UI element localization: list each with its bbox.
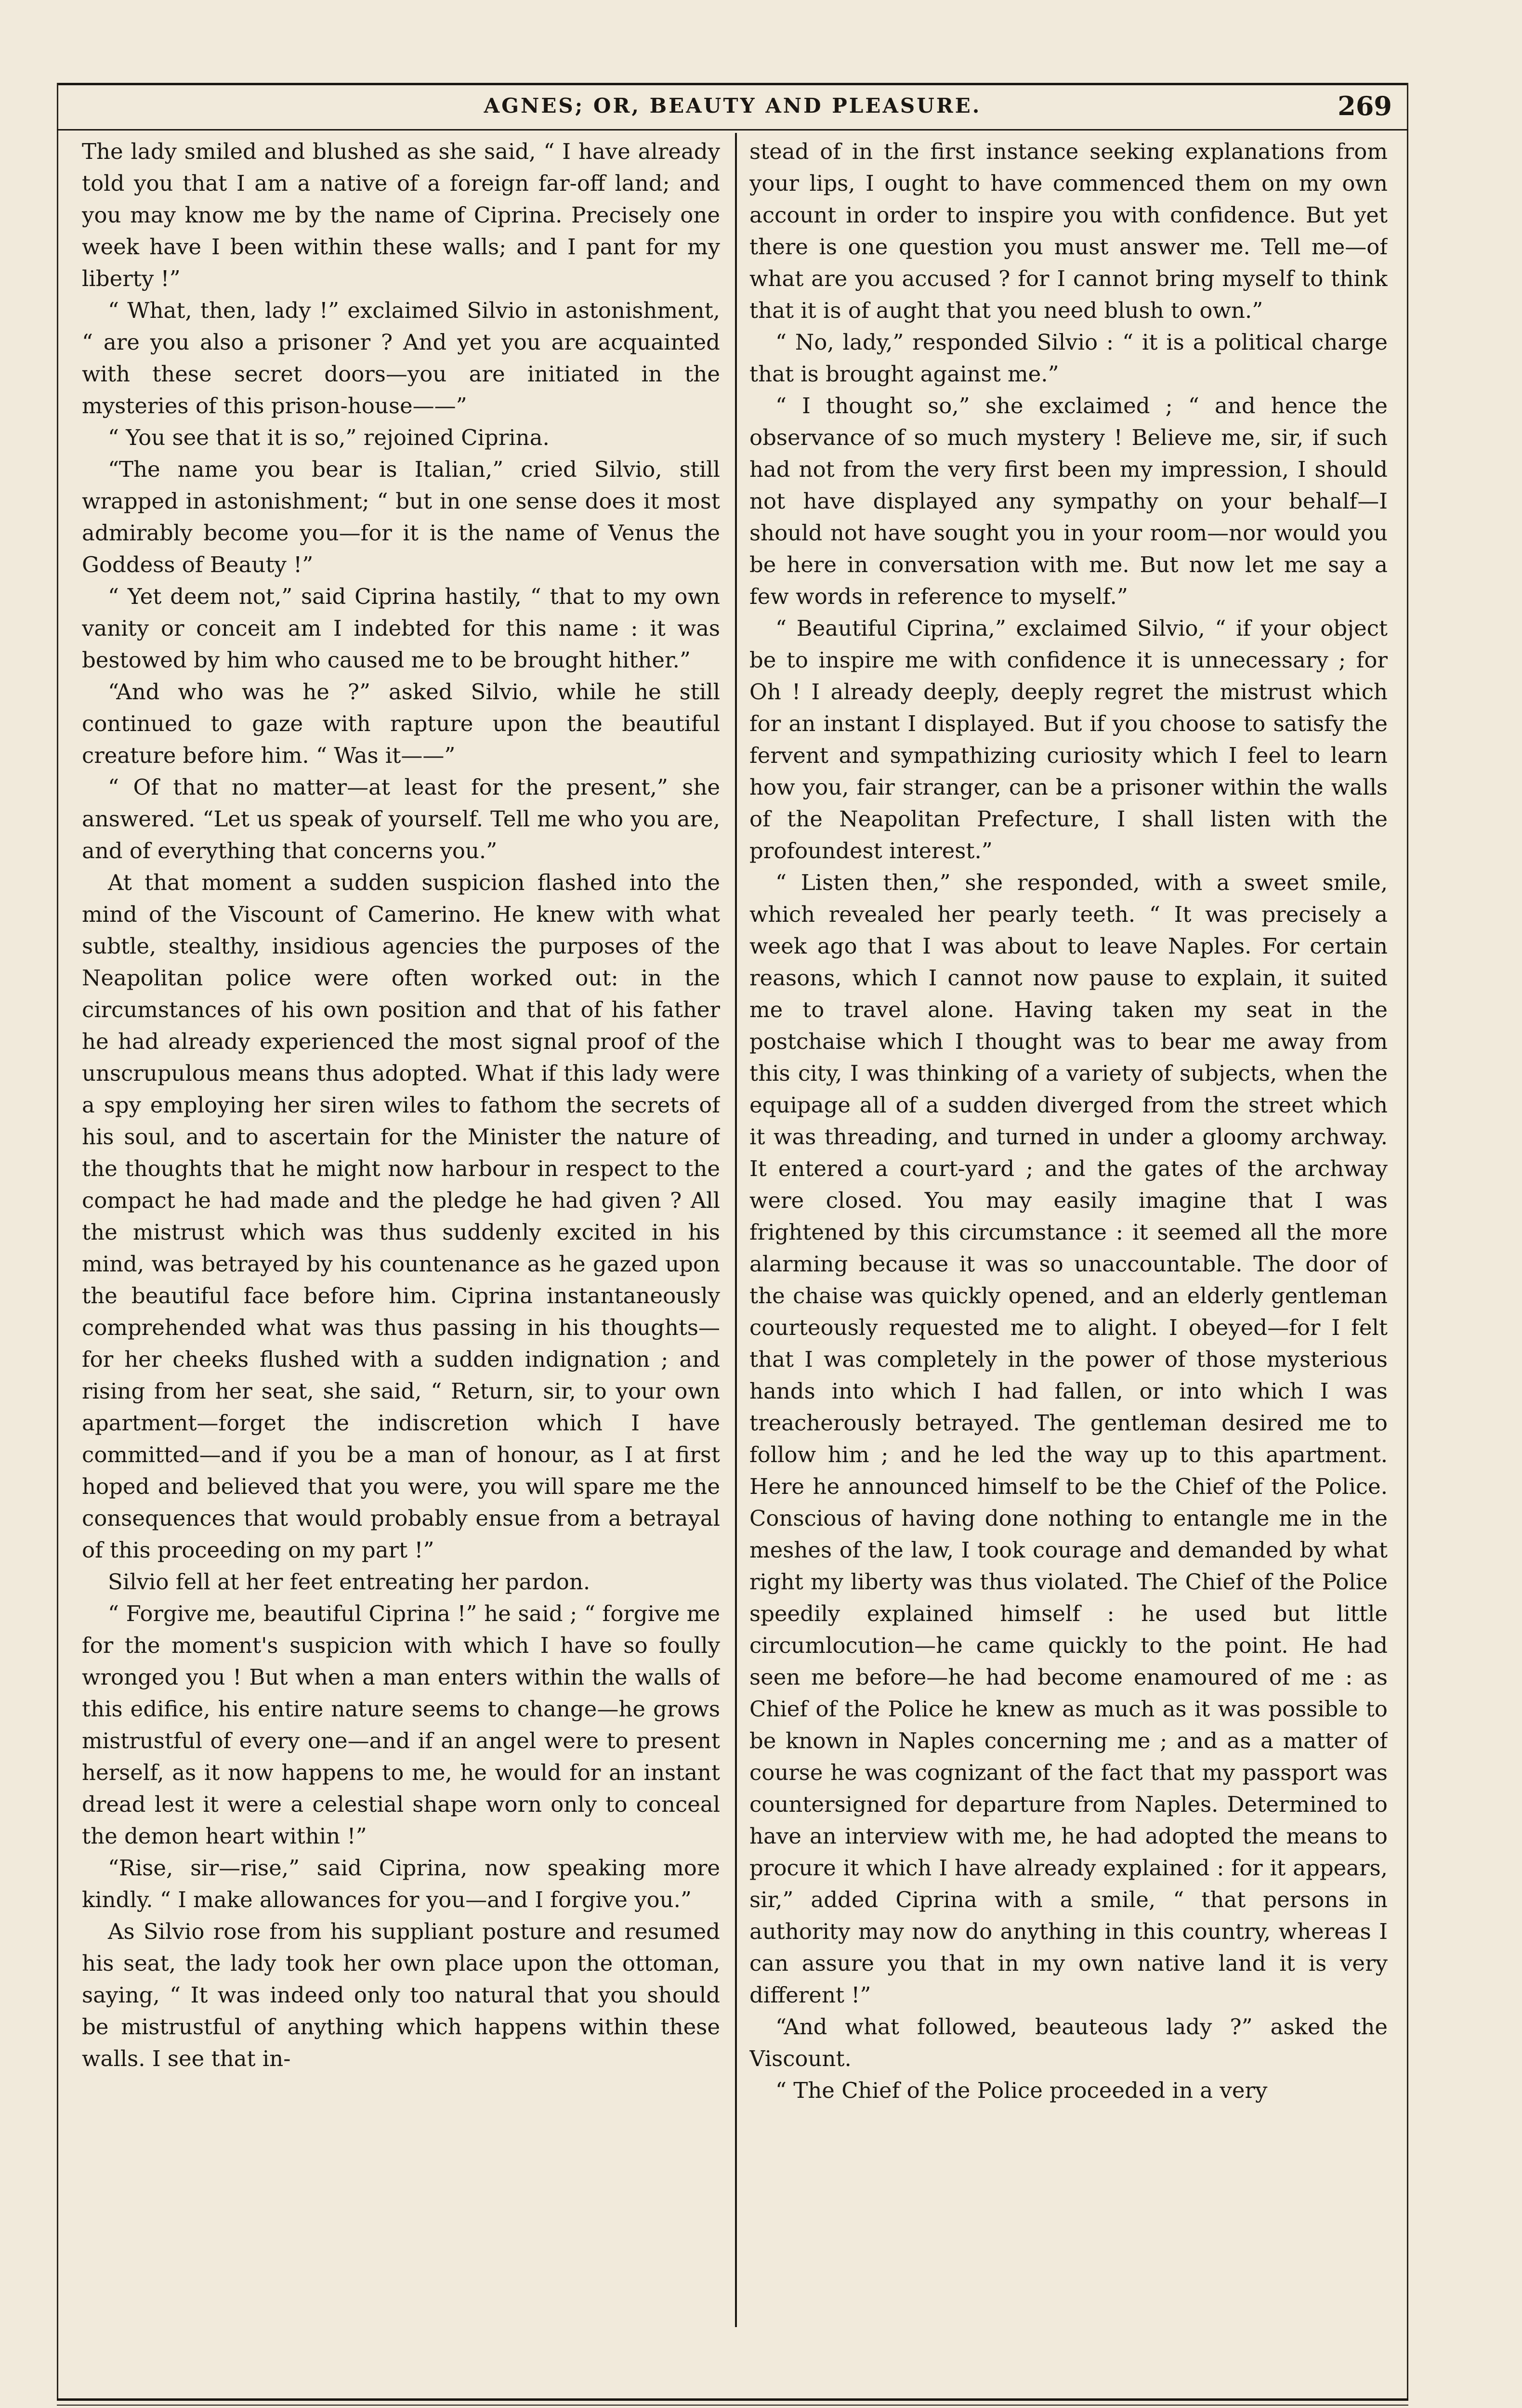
paragraph: “ The Chief of the Police proceeded in a very: [775, 2078, 1268, 2103]
paragraph: “And what followed, beauteous lady ?” asked the Viscount.: [749, 2014, 1388, 2071]
paragraph: “ I thought so,” she exclaimed ; “ and hence the observance of so much mystery ! Believe me, sir, if such had not from the very first been my impression, I should not have displayed any sympathy on your behalf—I should not have sought you in your room—nor would you be here in conversation with me. But now let me say a few words in reference to myself.”: [749, 393, 1388, 609]
header-underline-rule: [57, 129, 1408, 131]
left-border-rule: [57, 83, 58, 2401]
bottom-rule-thin: [57, 2405, 1408, 2406]
paragraph: stead of in the first instance seeking explanations from your lips, I ought to have commenced them on my own account in order to inspire you with confidence. But yet there is one question you must answer me. Tell me—of what are you accused ? for I cannot bring myself to think that it is of aught that you need blush to own.”: [749, 139, 1388, 323]
paragraph: “ No, lady,” responded Silvio : “ it is a political charge that is brought against me.”: [749, 329, 1388, 387]
left-column: [82, 136, 720, 2327]
paragraph: The lady smiled and blushed as she said, “ I have already told you that I am a native of a foreign far-off land; and you may know me by the name of Ciprina. Precisely one week have I been within these walls; and I pant for my liberty !”: [82, 139, 720, 291]
paragraph: “ Beautiful Ciprina,” exclaimed Silvio, “ if your object be to inspire me with confidence it is unnecessary ; for Oh ! I already deeply, deeply regret the mistrust which for an instant I displayed. But if you choose to satisfy the fervent and sympathizing curiosity which I feel to learn how you, fair stranger, can be a prisoner within the walls of the Neapolitan Prefecture, I shall listen with the profoundest interest.”: [749, 615, 1388, 864]
paragraph: As Silvio rose from his suppliant posture and resumed his seat, the lady took her own place upon the ottoman, saying, “ It was indeed only too natural that you should be mistrustful of anything which happens within these walls. I see that in-: [82, 1919, 720, 2071]
paragraph: “Rise, sir—rise,” said Ciprina, now speaking more kindly. “ I make allowances for you—and I forgive you.”: [82, 1855, 720, 1912]
paragraph: Silvio fell at her feet entreating her pardon.: [108, 1569, 590, 1595]
column-divider: [735, 133, 737, 2327]
running-title: AGNES; OR, BEAUTY AND PLEASURE.: [484, 94, 982, 118]
paragraph: “And who was he ?” asked Silvio, while he still continued to gaze with rapture upon the beautiful creature before him. “ Was it——”: [82, 679, 720, 768]
bottom-rule: [57, 2398, 1408, 2401]
paragraph: “ Listen then,” she responded, with a sweet smile, which revealed her pearly teeth. “ It was precisely a week ago that I was about to leave Naples. For certain reasons, which I cannot now pause to explain, it suited me to travel alone. Having taken my seat in the postchaise which I thought was to bear me away from this city, I was thinking of a variety of subjects, when the equipage all of a sudden diverged from the street which it was threading, and turned in under a gloomy archway. It entered a court-yard ; and the gates of the archway were closed. You may easily imagine that I was frightened by this circumstance : it seemed all the more alarming because it was so unaccountable. The door of the chaise was quickly opened, and an elderly gentleman courteously requested me to alight. I obeyed—for I felt that I was completely in the power of those mysterious hands into which I had fallen, or into which I was treacherously betrayed. The gentleman desired me to follow him ; and he led the way up to this apartment. Here he announced himself to be the Chief of the Police. Conscious of having done nothing to entangle me in the meshes of the law, I took courage and demanded by what right my liberty was thus violated. The Chief of the Police speedily explained himself : he used but little circumlocution—he came quickly to the point. He had seen me before—he had become enamoured of me : as Chief of the Police he knew as much as it was possible to be known in Naples concerning me ; and as a matter of course he was cognizant of the fact that my passport was countersigned for departure from Naples. Determined to have an interview with me, he had adopted the means to procure it which I have already explained : for it appears, sir,” added Ciprina with a smile, “ that persons in authority may now do anything in this country, whereas I can assure you that in my own native land it is very different !”: [749, 870, 1388, 2008]
paragraph: At that moment a sudden suspicion flashed into the mind of the Viscount of Camerino. He knew with what subtle, stealthy, insidious agencies the purposes of the Neapolitan police were often worked out: in the circumstances of his own position and that of his father he had already experienced the most signal proof of the unscrupulous means thus adopted. What if this lady were a spy employing her siren wiles to fathom the secrets of his soul, and to ascertain for the Minister the nature of the thoughts that he might now harbour in respect to the compact he had made and the pledge he had given ? All the mistrust which was thus suddenly excited in his mind, was betrayed by his countenance as he gazed upon the beautiful face before him. Ciprina instantaneously comprehended what was thus passing in his thoughts—for her cheeks flushed with a sudden indignation ; and rising from her seat, she said, “ Return, sir, to your own apartment—forget the indiscretion which I have committed—and if you be a man of honour, as I at first hoped and believed that you were, you will spare me the consequences that would probably ensue from a betrayal of this proceeding on my part !”: [82, 870, 720, 1563]
page-number: 269: [1338, 91, 1392, 121]
paragraph: “ You see that it is so,” rejoined Ciprina.: [108, 425, 550, 450]
paragraph: “ Yet deem not,” said Ciprina hastily, “ that to my own vanity or conceit am I indebted for this name : it was bestowed by him who caused me to be brought hither.”: [82, 584, 720, 673]
paragraph: “ What, then, lady !” exclaimed Silvio in astonishment, “ are you also a prisoner ? And yet you are acquainted with these secret doors—you are initiated in the mysteries of this prison-house——”: [82, 298, 720, 419]
paragraph: “The name you bear is Italian,” cried Silvio, still wrapped in astonishment; “ but in one sense does it most admirably become you—for it is the name of Venus the Goddess of Beauty !”: [82, 457, 720, 577]
right-column: [749, 136, 1388, 2327]
paragraph: “ Forgive me, beautiful Ciprina !” he said ; “ forgive me for the moment's suspicion with which I have so foully wronged you ! But when a man enters within the walls of this edifice, his entire nature seems to change—he grows mistrustful of every one—and if an angel were to present herself, as it now happens to me, he would for an instant dread lest it were a celestial shape worn only to conceal the demon heart within !”: [82, 1601, 720, 1849]
paragraph: “ Of that no matter—at least for the present,” she answered. “Let us speak of yourself. Tell me who you are, and of everything that concerns you.”: [82, 774, 720, 864]
right-border-rule: [1407, 83, 1408, 2401]
